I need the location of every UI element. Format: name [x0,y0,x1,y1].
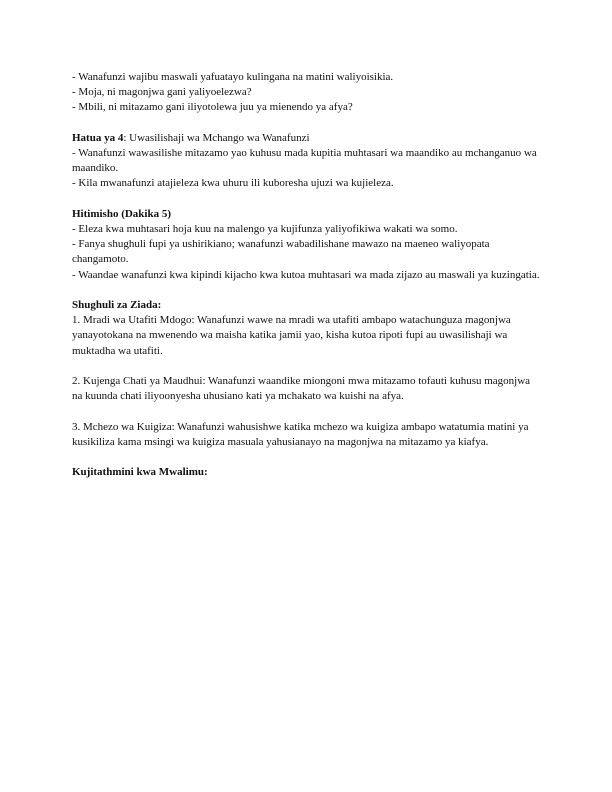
list-item: - Mbili, ni mitazamo gani iliyotolewa juu ya mienendo ya afya? [72,101,353,114]
list-item: - Eleza kwa muhtasari hoja kuu na malengo ya kujifunza yaliyofikiwa wakati wa somo. [72,223,458,235]
section-heading: Shughuli za Ziada: [72,299,162,311]
list-item: 1. Mradi wa Utafiti Mdogo: Wanafunzi wawe na mradi wa utafiti ambapo watachunguza magonjwa yanayotokana na mwenendo wa maisha katika jamii yao, kisha kutoa ripoti fupi au uwasilishaji wa muktadha wa utafiti. [72,314,511,357]
section-heading: Kujitathmini kwa Mwalimu: [72,466,208,479]
extra-activities-section [72,298,542,359]
section-heading [72,131,542,146]
list-item: - Moja, ni magonjwa gani yaliyoelezwa? [72,86,252,99]
list-item: 3. Mchezo wa Kuigiza: Wanafunzi wahusishwe katika mchezo wa kuigiza ambapo watatumia matini ya kusikiliza kama msingi wa kuigiza masuala yahusianayo na magonjwa na mitazamo ya kiafya. [72,420,529,448]
list-item: - Fanya shughuli fupi ya ushirikiano; wanafunzi wabadilishane mawazo na maeneo waliyopata changamoto. [72,238,490,266]
step-4-title: : Uwasilishaji wa Mchango wa Wanafunzi [123,131,310,144]
section-heading: Hitimisho (Dakika 5) [72,207,172,220]
extra-activity-3 [72,420,542,450]
self-assessment-section [72,465,542,480]
list-item: - Waandae wanafunzi kwa kipindi kijacho kwa kutoa muhtasari wa mada zijazo au maswali ya kuzingatia. [72,268,540,281]
list-item: - Kila mwanafunzi atajieleza kwa uhuru ili kuboresha ujuzi wa kujieleza. [72,177,394,190]
intro-questions [72,70,542,116]
list-item: - Wanafunzi wawasilishe mitazamo yao kuhusu mada kupitia muhtasari wa maandiko au mchanganuo wa maandiko. [72,147,537,175]
document-body [72,70,542,496]
list-item: - Wanafunzi wajibu maswali yafuatayo kulingana na matini waliyoisikia. [72,71,394,83]
list-item: 2. Kujenga Chati ya Maudhui: Wanafunzi waandike miongoni mwa mitazamo tofauti kuhusu magonjwa na kuunda chati iliyoonyesha uhusiano kati ya mchakato wa kuishi na afya. [72,375,531,403]
step-4-section [72,131,542,192]
conclusion-section [72,207,542,283]
extra-activity-2 [72,374,542,404]
step-4-label: Hatua ya 4 [72,131,124,144]
